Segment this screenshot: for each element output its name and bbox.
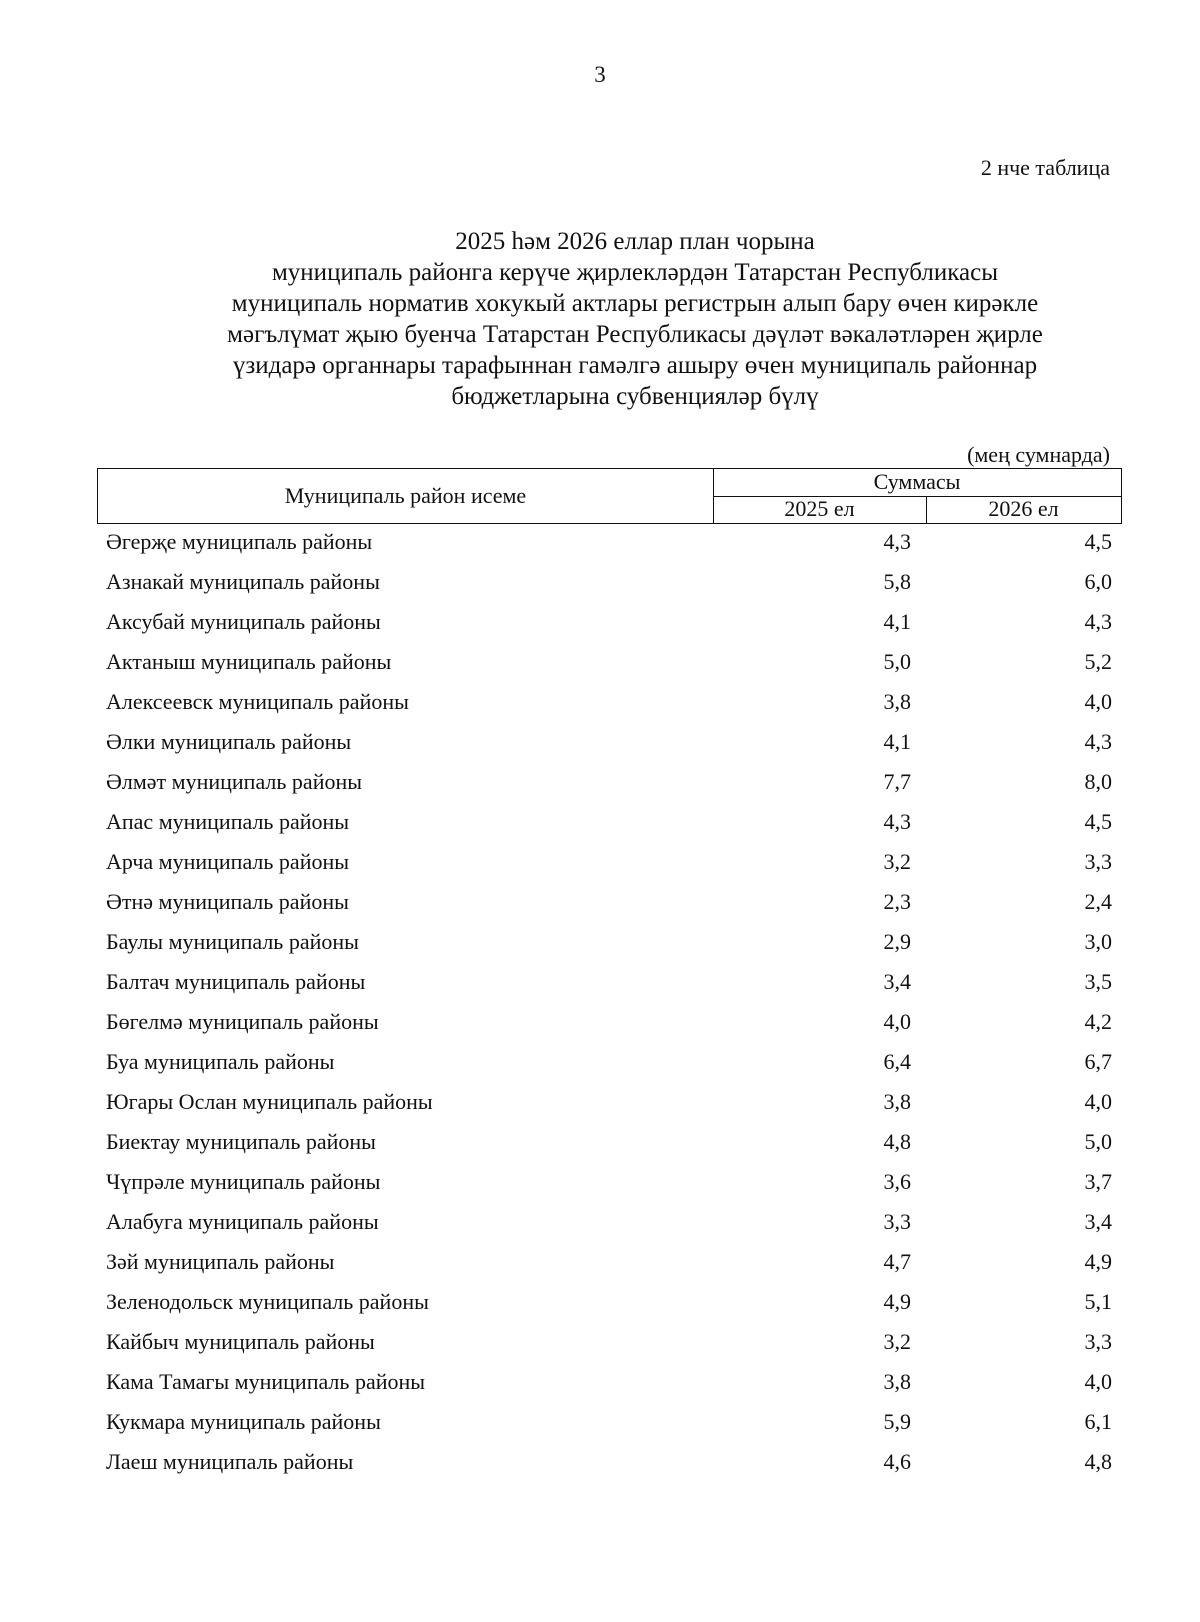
value-2026-cell: 4,0 (1084, 689, 1112, 714)
value-2025-cell: 4,7 (883, 1249, 911, 1274)
title-line: мәгълүмат җыю буенча Татарстан Республикасы дәүләт вәкаләтләрен җирле (227, 321, 1043, 348)
district-name-cell: Азнакай муниципаль районы (106, 569, 380, 594)
value-2026-cell: 4,3 (1084, 609, 1112, 634)
value-2026-cell: 3,3 (1084, 1329, 1112, 1354)
district-name-cell: Алексеевск муниципаль районы (106, 689, 409, 714)
value-2026-cell: 2,4 (1084, 889, 1112, 914)
district-name-cell: Зеленодольск муниципаль районы (106, 1289, 429, 1314)
district-name-cell: Кама Тамагы муниципаль районы (106, 1369, 426, 1394)
table-row (0, 1283, 1200, 1323)
district-name-cell: Бөгелмә муниципаль районы (106, 1009, 379, 1034)
value-2026-cell: 3,4 (1084, 1209, 1112, 1234)
table-row (0, 1403, 1200, 1443)
table-row (0, 883, 1200, 923)
table-row (0, 1243, 1200, 1283)
value-2026-cell: 8,0 (1084, 769, 1112, 794)
table-row (0, 683, 1200, 723)
district-name-cell: Зәй муниципаль районы (106, 1249, 335, 1274)
table-label: 2 нче таблица (980, 155, 1110, 180)
title-line: бюджетларына субвенцияләр бүлү (451, 383, 819, 410)
table-row (0, 843, 1200, 883)
district-name-cell: Биектау муниципаль районы (106, 1129, 376, 1154)
value-2025-cell: 3,2 (883, 1329, 911, 1354)
value-2025-cell: 3,3 (883, 1209, 911, 1234)
header-year-2026: 2026 ел (988, 496, 1059, 521)
title-line: муниципаль районга керүче җирлекләрдән Татарстан Республикасы (271, 259, 998, 286)
value-2025-cell: 5,0 (883, 649, 911, 674)
district-name-cell: Балтач муниципаль районы (106, 969, 366, 994)
value-2025-cell: 4,6 (883, 1449, 911, 1474)
value-2025-cell: 3,8 (883, 689, 911, 714)
value-2026-cell: 4,5 (1084, 529, 1112, 554)
value-2026-cell: 4,9 (1084, 1249, 1112, 1274)
value-2025-cell: 4,3 (883, 809, 911, 834)
table-row (0, 1363, 1200, 1403)
table-row (0, 1163, 1200, 1203)
value-2025-cell: 3,8 (883, 1369, 911, 1394)
table-row (0, 563, 1200, 603)
value-2026-cell: 6,0 (1084, 569, 1112, 594)
table-row (0, 1043, 1200, 1083)
value-2025-cell: 4,1 (883, 729, 911, 754)
table-row (0, 1203, 1200, 1243)
title-line: 2025 һәм 2026 еллар план чорына (455, 228, 815, 255)
value-2025-cell: 3,2 (883, 849, 911, 874)
value-2025-cell: 4,0 (883, 1009, 911, 1034)
page-number: 3 (594, 62, 606, 87)
value-2026-cell: 4,5 (1084, 809, 1112, 834)
district-name-cell: Әгерҗе муниципаль районы (106, 529, 373, 554)
value-2025-cell: 2,3 (883, 889, 911, 914)
value-2025-cell: 4,3 (883, 529, 911, 554)
value-2025-cell: 5,8 (883, 569, 911, 594)
value-2026-cell: 5,1 (1084, 1289, 1112, 1314)
district-name-cell: Алабуга муниципаль районы (106, 1209, 379, 1234)
table-row (0, 1443, 1200, 1483)
title-line: муниципаль норматив хокукый актлары регистрын алып бару өчен кирәкле (231, 290, 1039, 317)
table-row (0, 803, 1200, 843)
table-row (0, 603, 1200, 643)
value-2026-cell: 3,3 (1084, 849, 1112, 874)
table-row (0, 1083, 1200, 1123)
value-2026-cell: 4,0 (1084, 1369, 1112, 1394)
value-2026-cell: 4,0 (1084, 1089, 1112, 1114)
table-body (0, 523, 1200, 1483)
table-row (0, 1323, 1200, 1363)
value-2025-cell: 7,7 (883, 769, 911, 794)
header-sum: Суммасы (713, 469, 1121, 497)
value-2025-cell: 3,8 (883, 1089, 911, 1114)
value-2026-cell: 6,1 (1084, 1409, 1112, 1434)
value-2025-cell: 6,4 (883, 1049, 911, 1074)
table-row (0, 643, 1200, 683)
table-row (0, 923, 1200, 963)
value-2025-cell: 3,6 (883, 1169, 911, 1194)
table-row (0, 763, 1200, 803)
district-name-cell: Кайбыч муниципаль районы (106, 1329, 375, 1354)
district-name-cell: Аксубай муниципаль районы (106, 609, 381, 634)
value-2026-cell: 4,8 (1084, 1449, 1112, 1474)
district-name-cell: Кукмара муниципаль районы (106, 1409, 381, 1434)
table-row (0, 723, 1200, 763)
table-row (0, 1003, 1200, 1043)
table-row (0, 963, 1200, 1003)
table-row (0, 523, 1200, 563)
district-name-cell: Баулы муниципаль районы (106, 929, 359, 954)
table-row (0, 1123, 1200, 1163)
district-name-cell: Әлмәт муниципаль районы (106, 769, 363, 794)
value-2026-cell: 4,3 (1084, 729, 1112, 754)
header-district-name: Муниципаль район исеме (98, 469, 714, 523)
district-name-cell: Актаныш муниципаль районы (106, 649, 392, 674)
district-name-cell: Апас муниципаль районы (106, 809, 350, 834)
table-header (97, 468, 1122, 524)
value-2026-cell: 4,2 (1084, 1009, 1112, 1034)
value-2026-cell: 6,7 (1084, 1049, 1112, 1074)
value-2026-cell: 5,0 (1084, 1129, 1112, 1154)
value-2025-cell: 5,9 (883, 1409, 911, 1434)
value-2026-cell: 3,7 (1084, 1169, 1112, 1194)
district-name-cell: Әлки муниципаль районы (106, 729, 352, 754)
value-2026-cell: 5,2 (1084, 649, 1112, 674)
district-name-cell: Чүпрәле муниципаль районы (106, 1169, 381, 1194)
value-2025-cell: 4,1 (883, 609, 911, 634)
units-note: (мең сумнарда) (967, 442, 1110, 467)
value-2026-cell: 3,5 (1084, 969, 1112, 994)
district-name-cell: Лаеш муниципаль районы (106, 1449, 354, 1474)
value-2025-cell: 4,8 (883, 1129, 911, 1154)
district-name-cell: Буа муниципаль районы (106, 1049, 335, 1074)
value-2026-cell: 3,0 (1084, 929, 1112, 954)
value-2025-cell: 3,4 (883, 969, 911, 994)
header-year-2025: 2025 ел (713, 496, 927, 523)
district-name-cell: Югары Ослан муниципаль районы (106, 1089, 433, 1114)
district-name-cell: Арча муниципаль районы (106, 849, 350, 874)
title-line: үзидарә органнары тарафыннан гамәлгә ашыру өчен муниципаль районнар (232, 352, 1038, 379)
district-name-cell: Әтнә муниципаль районы (106, 889, 349, 914)
value-2025-cell: 4,9 (883, 1289, 911, 1314)
document-title (130, 226, 1140, 412)
value-2025-cell: 2,9 (883, 929, 911, 954)
